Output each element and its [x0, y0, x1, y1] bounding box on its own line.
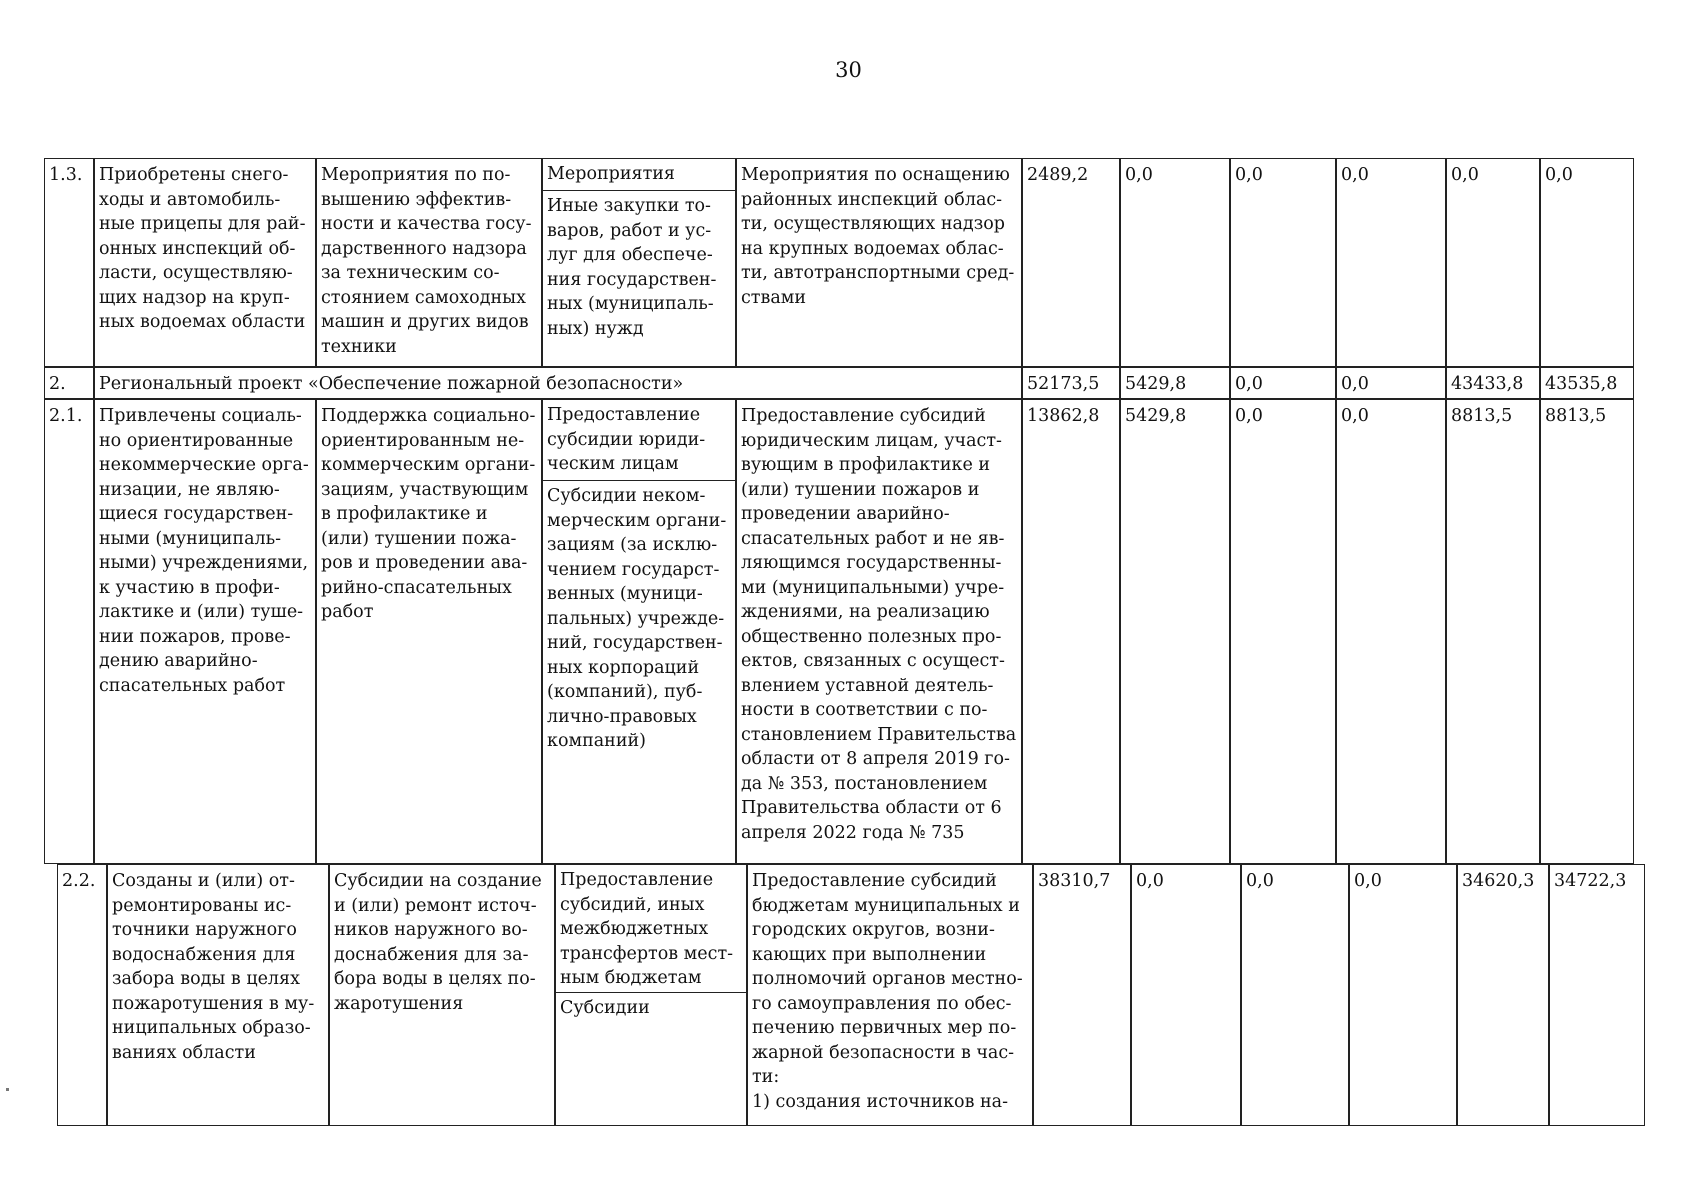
row-2-value-3: 0,0	[1230, 367, 1336, 399]
scan-speck	[6, 1088, 9, 1091]
row-1-3-result	[94, 158, 316, 367]
row-2-2-type	[555, 864, 747, 1126]
row-2-1-type	[542, 399, 736, 864]
row-2-number: 2.	[44, 367, 94, 399]
row-2-1-description-text: Предоставление субсидий юридическим лицам, участ- вующим в профилактике и (или) тушении пожаров и проведении аварийно- спасательных работ и не яв- ляющимся государственны- ми (муниципальными) учре- ждениями, на реализацию общественно полезных про- ектов, связанных с осущест- влением уставной деятель- ности в соответствии с по- становлением Правительства области от 8 апреля 2019 го- да № 353, постановлением Правительства области от 6 апреля 2022 года № 735	[741, 406, 1017, 843]
row-1-3-value-5: 0,0	[1446, 158, 1540, 367]
row-1-3-value-4: 0,0	[1336, 158, 1446, 367]
row-2-2-description-text: Предоставление субсидий бюджетам муниципальных и городских округов, возни- кающих при выполнении полномочий органов местно- го самоуправления по обес- печению первичных мер по- жарной безопасности в час- ти: 1) создания источников на-	[752, 871, 1023, 1112]
row-2-2-type-bottom: Субсидии	[560, 998, 650, 1018]
row-2-2-measure-text: Субсидии на создание и (или) ремонт источ- ников наружного во- доснабжения для за- бора воды в целях по- жаротушения	[334, 871, 542, 1014]
row-2-value-1: 52173,5	[1022, 367, 1120, 399]
row-2-1-measure	[316, 399, 542, 864]
row-2-1-description	[736, 399, 1022, 864]
row-1-3-type	[542, 158, 736, 367]
row-2-1-value-2: 5429,8	[1120, 399, 1230, 864]
row-1-3-value-1: 2489,2	[1022, 158, 1120, 367]
row-2-2-value-4: 0,0	[1349, 864, 1457, 1126]
row-2-2-number: 2.2.	[57, 864, 107, 1126]
row-2-1-value-5: 8813,5	[1446, 399, 1540, 864]
row-2-2-value-5: 34620,3	[1457, 864, 1549, 1126]
row-2-2-result-text: Созданы и (или) от- ремонтированы ис- точники наружного водоснабжения для забора воды в целях пожаротушения в му- ниципальных образо- ваниях области	[112, 871, 315, 1063]
row-2-1-number: 2.1.	[44, 399, 94, 864]
row-1-3-result-text: Приобретены снего- ходы и автомобиль- ные прицепы для рай- онных инспекций об- ласти, осуществляю- щих надзор на круп- ных водоемах области	[99, 165, 306, 332]
row-2-value-6: 43535,8	[1540, 367, 1634, 399]
row-2-1-value-6: 8813,5	[1540, 399, 1634, 864]
row-2-value-2: 5429,8	[1120, 367, 1230, 399]
row-1-3-type-top: Мероприятия	[543, 159, 735, 191]
row-2-value-4: 0,0	[1336, 367, 1446, 399]
row-2-2-value-3: 0,0	[1241, 864, 1349, 1126]
row-2-1-result-text: Привлечены социаль- но ориентированные некоммерческие орга- низации, не являю- щиеся государствен- ными (муниципаль- ными) учреждениями, к участию в профи- лактике и (или) туше- нии пожаров, прове- дению аварийно- спасательных работ	[99, 406, 309, 696]
row-2-2-description	[747, 864, 1033, 1126]
row-1-3-measure-text: Мероприятия по по- вышению эффектив- ности и качества госу- дарственного надзора за техническим со- стоянием самоходных машин и других видов техники	[321, 165, 532, 357]
row-2-value-5: 43433,8	[1446, 367, 1540, 399]
row-2-2-type-top: Предоставление субсидий, иных межбюджетных трансфертов мест- ным бюджетам	[556, 865, 746, 993]
row-2-2-measure	[329, 864, 555, 1126]
row-2-1-value-4: 0,0	[1336, 399, 1446, 864]
row-2-1-value-3: 0,0	[1230, 399, 1336, 864]
row-2-1-value-1: 13862,8	[1022, 399, 1120, 864]
row-2-2-value-1: 38310,7	[1033, 864, 1131, 1126]
row-2-title: Региональный проект «Обеспечение пожарной безопасности»	[94, 367, 1022, 399]
row-1-3-value-3: 0,0	[1230, 158, 1336, 367]
row-2-1-type-top: Предоставление субсидии юриди- ческим лицам	[543, 400, 735, 481]
row-2-2-value-6: 34722,3	[1549, 864, 1645, 1126]
row-2-1-type-bottom: Субсидии неком- мерческим органи- зациям (за исклю- чением государст- венных (муници- пальных) учрежде- ний, государствен- ных корпораций (компаний), пуб- лично-правовых компаний)	[547, 486, 727, 751]
row-1-3-number: 1.3.	[44, 158, 94, 367]
row-1-3-description	[736, 158, 1022, 367]
row-2-2-result	[107, 864, 329, 1126]
page-number: 30	[835, 58, 862, 82]
row-2-2-value-2: 0,0	[1131, 864, 1241, 1126]
row-1-3-value-6: 0,0	[1540, 158, 1634, 367]
row-1-3-description-text: Мероприятия по оснащению районных инспекций облас- ти, осуществляющих надзор на крупных водоемах облас- ти, автотранспортными сред- ствами	[741, 165, 1015, 308]
row-1-3-measure	[316, 158, 542, 367]
row-2-1-measure-text: Поддержка социально- ориентированным не- коммерческим органи- зациям, участвующим в профилактике и (или) тушении пожа- ров и проведении ава- рийно-спасательных работ	[321, 406, 536, 622]
row-1-3-type-bottom: Иные закупки то- варов, работ и ус- луг для обеспече- ния государствен- ных (муниципаль- ных) нужд	[547, 196, 717, 339]
row-2-1-result	[94, 399, 316, 864]
row-1-3-value-2: 0,0	[1120, 158, 1230, 367]
